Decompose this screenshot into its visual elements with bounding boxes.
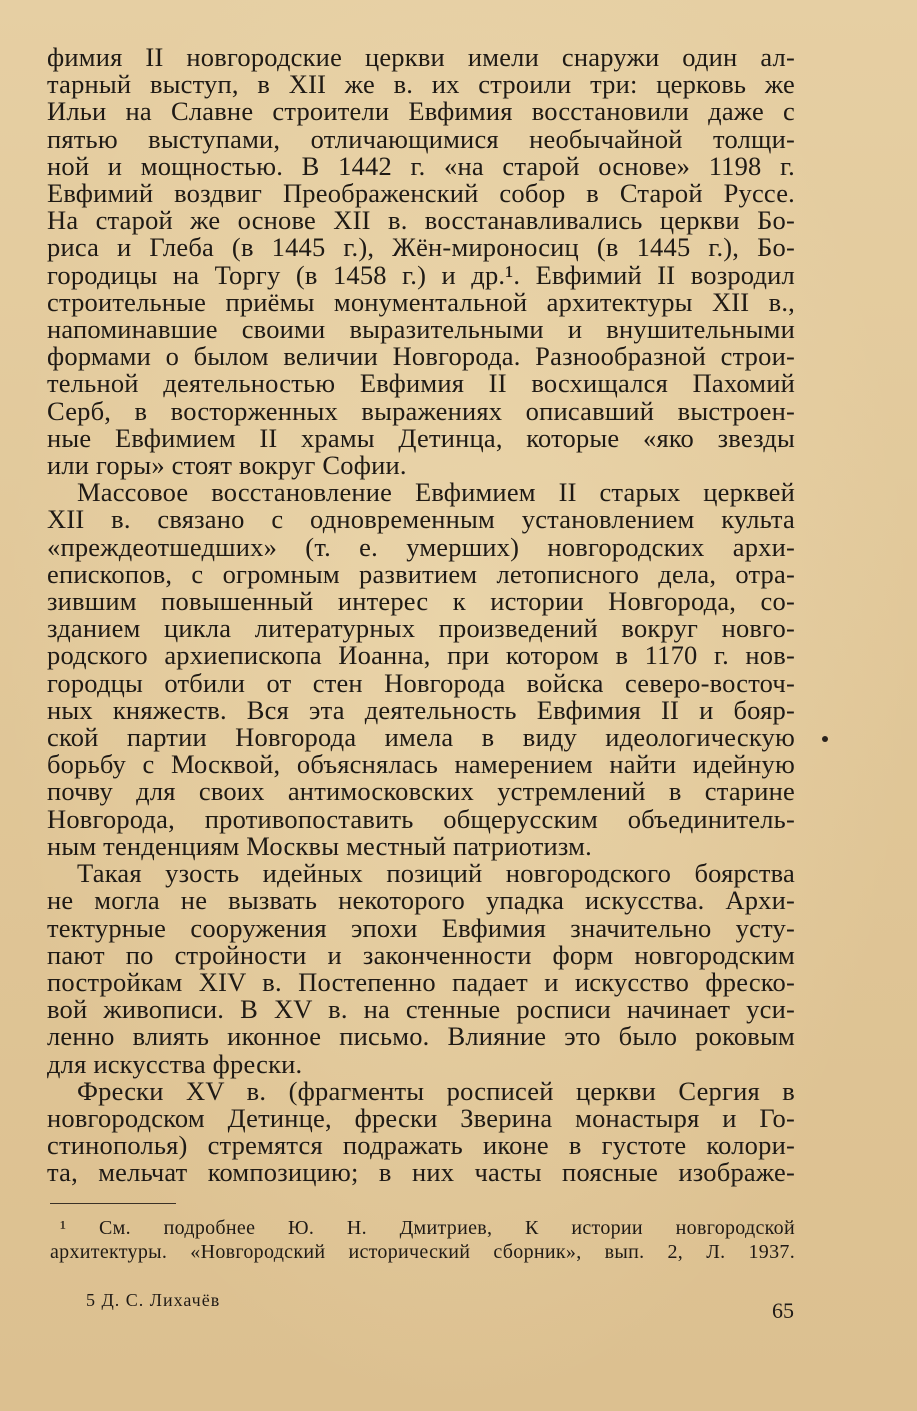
text-line: Такая узость идейных позиций новгородского боярства xyxy=(77,858,795,889)
text-line: пятью выступами, отличающимися необычайной толщи- xyxy=(47,123,795,154)
text-line: новгородском Детинце, фрески Зверина монастыря и Го- xyxy=(47,1102,795,1133)
text-line: ные Евфимием II храмы Детинца, которые «яко звезды xyxy=(47,422,795,453)
text-line: ленно влиять иконное письмо. Влияние это было роковым xyxy=(47,1021,795,1052)
text-line: XII в. связано с одновременным установлением культа xyxy=(47,504,795,535)
text-line: Евфимий воздвиг Преображенский собор в Старой Руссе. xyxy=(47,178,795,209)
text-line: Новгорода, противопоставить общерусским объединитель- xyxy=(47,803,795,834)
text-line: На старой же основе XII в. восстанавливались церкви Бо- xyxy=(47,205,795,236)
text-line: вой живописи. В XV в. на стенные росписи начинает уси- xyxy=(47,994,795,1025)
text-line: зданием цикла литературных произведений вокруг новго- xyxy=(47,613,795,644)
text-line: пают по стройности и законченности форм новгородским xyxy=(47,939,795,970)
text-line: родского архиепископа Иоанна, при котором в 1170 г. нов- xyxy=(47,640,795,671)
text-line: или горы» стоят вокруг Софии. xyxy=(47,450,407,481)
text-line: тектурные сооружения эпохи Евфимия значительно усту- xyxy=(47,912,795,943)
footnote-line: ¹ См. подробнее Ю. Н. Дмитриев, К истории новгородской xyxy=(60,1217,795,1239)
text-line: городцы отбили от стен Новгорода войска северо-восточ- xyxy=(47,667,795,698)
text-line: риса и Глеба (в 1445 г.), Жён-мироносиц (в 1445 г.), Бо- xyxy=(47,232,795,263)
paragraph-1 xyxy=(47,44,795,479)
text-line: постройкам XIV в. Постепенно падает и искусство фреско- xyxy=(47,966,795,997)
text-line: тарный выступ, в XII же в. их строили три: церковь же xyxy=(47,69,795,100)
text-line: не могла не вызвать некоторого упадка искусства. Архи- xyxy=(47,885,795,916)
print-speck xyxy=(822,736,828,742)
text-line: Серб, в восторженных выражениях описавший выстроен- xyxy=(47,395,795,426)
text-line: напоминавшие своими выразительными и внушительными xyxy=(47,314,795,345)
text-line: тельной деятельностью Евфимия II восхищался Пахомий xyxy=(47,368,795,399)
text-line: для искусства фрески. xyxy=(47,1048,303,1079)
text-line: «преждеотшедших» (т. е. умерших) новгородских архи- xyxy=(47,531,795,562)
text-line: Ильи на Славне строители Евфимия восстановили даже с xyxy=(47,96,795,127)
paragraph-2 xyxy=(47,479,795,860)
text-line: Фрески XV в. (фрагменты росписей церкви Сергия в xyxy=(77,1075,795,1106)
text-line: та, мельчат композицию; в них часты поясные изображе- xyxy=(47,1157,795,1188)
text-line: стинополья) стремятся подражать иконе в густоте колори- xyxy=(47,1130,795,1161)
paragraph-4 xyxy=(47,1075,795,1188)
text-line: фимия II новгородские церкви имели снаружи один ал- xyxy=(47,42,795,72)
text-line: зившим повышенный интерес к истории Новгорода, со- xyxy=(47,586,795,617)
body-text xyxy=(47,44,795,1187)
text-line: ным тенденциям Москвы местный патриотизм. xyxy=(47,830,592,861)
text-line: ской партии Новгорода имела в виду идеологическую xyxy=(47,722,795,753)
printer-signature: 5 Д. С. Лихачёв xyxy=(86,1290,221,1310)
text-line: строительные приёмы монументальной архитектуры XII в., xyxy=(47,286,795,317)
paragraph-3 xyxy=(47,860,795,1078)
page-number: 65 xyxy=(772,1298,794,1323)
text-line: формами о былом величии Новгорода. Разнообразной строи- xyxy=(47,341,795,372)
footnote xyxy=(50,1216,795,1264)
text-line: епископов, с огромным развитием летописного дела, отра- xyxy=(47,558,795,589)
text-line: городицы на Торгу (в 1458 г.) и др.¹. Евфимий II возродил xyxy=(47,259,795,290)
footnote-divider xyxy=(50,1203,176,1204)
text-line: борьбу с Москвой, объяснялась намерением найти идейную xyxy=(47,749,795,780)
text-line: ной и мощностью. В 1442 г. «на старой основе» 1198 г. xyxy=(47,150,795,181)
text-line: ных княжеств. Вся эта деятельность Евфимия II и бояр- xyxy=(47,694,795,725)
footnote-line: архитектуры. «Новгородский исторический сборник», вып. 2, Л. 1937. xyxy=(50,1241,795,1263)
text-line: почву для своих антимосковских устремлений в старине xyxy=(47,776,795,807)
text-line: Массовое восстановление Евфимием II старых церквей xyxy=(77,477,795,508)
